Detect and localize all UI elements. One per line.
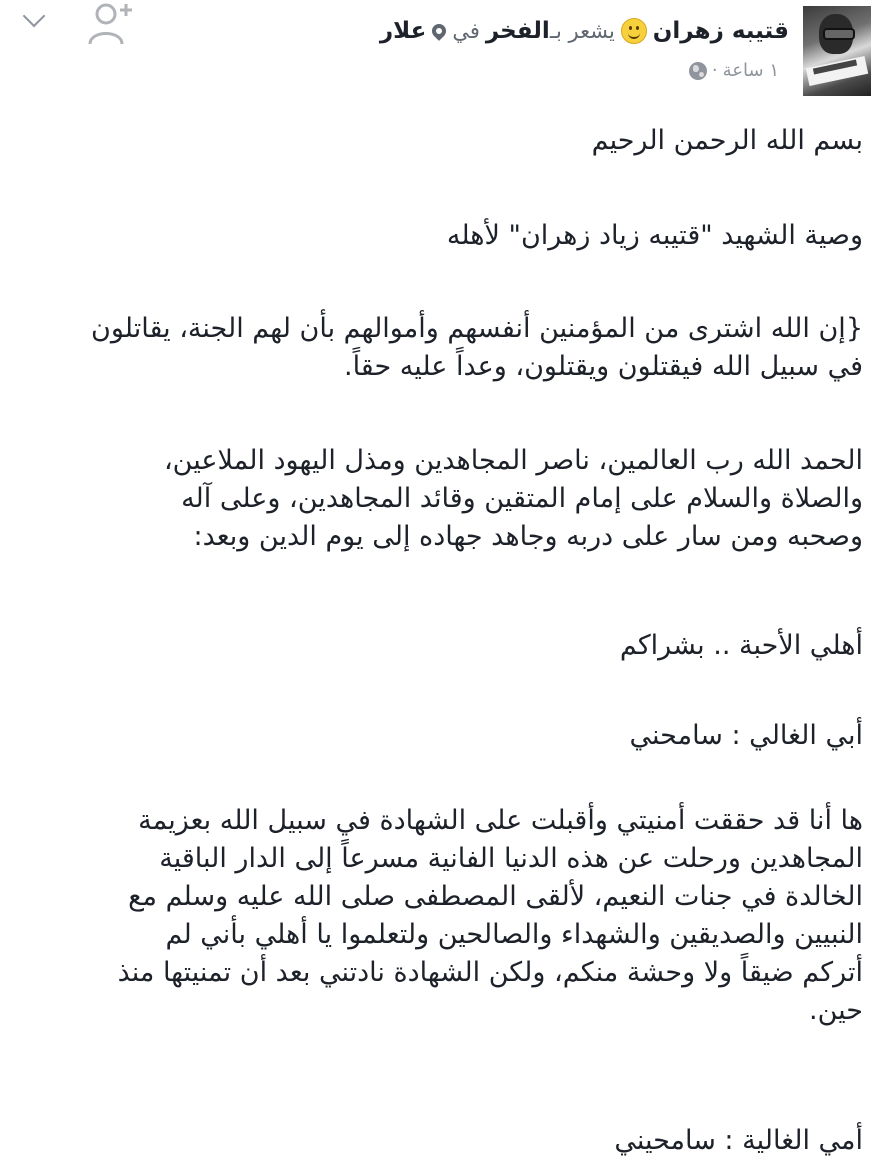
text-line: حين. xyxy=(809,995,863,1026)
feeling-prefix: يشعر بـ xyxy=(549,19,615,43)
text-line: الخالدة في جنات النعيم، لألقى المصطفى صلى الله عليه وسلم مع xyxy=(128,881,863,912)
paragraph-father xyxy=(630,717,863,755)
author-avatar[interactable] xyxy=(803,6,871,96)
author-name[interactable]: قتيبه زهران xyxy=(652,18,789,44)
paragraph-family xyxy=(620,627,863,665)
paragraph-verse xyxy=(3,310,863,386)
text-line: أبي الغالي : سامحني xyxy=(629,720,863,751)
chevron-down-icon[interactable] xyxy=(23,5,46,28)
globe-icon[interactable] xyxy=(689,62,707,80)
text-line: وصية الشهيد "قتيبه زياد زهران" لأهله xyxy=(446,220,863,251)
post-header xyxy=(0,0,877,110)
post-title-line xyxy=(380,18,789,44)
text-line: أهلي الأحبة .. بشراكم xyxy=(619,630,863,661)
text-line: {إن الله اشترى من المؤمنين أنفسهم وأموالهم بأن لهم الجنة، يقاتلون xyxy=(91,313,863,344)
paragraph-basmala xyxy=(592,122,863,160)
avatar-glasses xyxy=(823,28,855,40)
add-friend-icon[interactable] xyxy=(82,0,142,48)
paragraph-title xyxy=(447,217,863,255)
smiley-emoji-icon xyxy=(621,18,647,44)
text-line: أتركم ضيقاً ولا وحشة منكم، ولكن الشهادة نادتني بعد أن تمنيتها منذ xyxy=(117,957,863,988)
location-name[interactable]: علار xyxy=(379,18,427,44)
text-line: النبيين والصديقين والشهداء والصالحين ولتعلموا يا أهلي بأني لم xyxy=(165,919,863,950)
feeling-text[interactable]: الفخر xyxy=(485,18,550,44)
text-line: في سبيل الله فيقتلون ويقتلون، وعداً عليه حقاً. xyxy=(343,351,863,382)
text-line: والصلاة والسلام على إمام المتقين وقائد المجاهدين، وعلى آله xyxy=(181,483,863,514)
text-line: أمي الغالية : سامحيني xyxy=(614,1125,863,1156)
location-prefix: في xyxy=(452,19,480,43)
post-time[interactable]: ١ ساعة xyxy=(722,60,779,81)
text-line: بسم الله الرحمن الرحيم xyxy=(591,125,863,156)
post-meta xyxy=(689,60,779,81)
meta-separator: · xyxy=(711,60,718,81)
paragraph-praise xyxy=(3,442,863,556)
text-line: المجاهدين ورحلت عن هذه الدنيا الفانية مسرعاً إلى الدار الباقية xyxy=(159,843,863,874)
text-line: ها أنا قد حققت أمنيتي وأقبلت على الشهادة في سبيل الله بعزيمة xyxy=(138,805,863,836)
paragraph-martyrdom xyxy=(3,802,863,1030)
text-line: وصحبه ومن سار على دربه وجاهد جهاده إلى يوم الدين وبعد: xyxy=(193,521,863,552)
paragraph-mother xyxy=(614,1122,863,1160)
map-pin-icon xyxy=(429,21,449,41)
text-line: الحمد الله رب العالمين، ناصر المجاهدين ومذل اليهود الملاعين، xyxy=(163,445,863,476)
